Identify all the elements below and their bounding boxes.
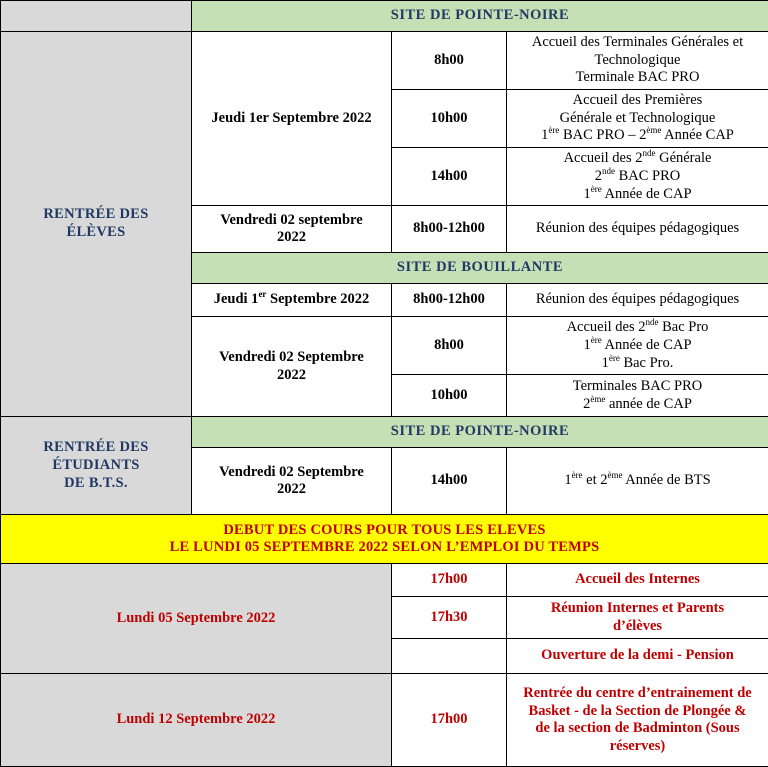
date-line: Vendredi 02 Septembre [196,464,387,482]
banner-line-2: LE LUNDI 05 SEPTEMBRE 2022 SELON L’EMPLOI DU TEMPS [5,539,764,557]
site-header-pointe-noire-bts: SITE DE POINTE-NOIRE [192,417,768,448]
date-cell-bo-1: Jeudi 1er Septembre 2022 [192,284,392,317]
activity-cell-final-4 [507,674,768,767]
activity-line: Rentrée du centre d’entrainement de [511,685,764,703]
activity-line: Accueil des Terminales Générales et [511,34,764,52]
time-cell-final-3 [392,639,507,674]
date-cell-final-1: Lundi 05 Septembre 2022 [1,564,392,674]
row-label-bts-line1: RENTRÉE DES [5,439,187,457]
row-label-bts-line3: DE B.T.S. [5,475,187,493]
activity-cell-pn-1 [507,32,768,90]
banner-line-1: DEBUT DES COURS POUR TOUS LES ELEVES [5,522,764,540]
date-line: 2022 [196,481,387,499]
activity-line: de la section de Badminton (Sous [511,720,764,738]
activity-cell-bts-1: 1ère et 2ème Année de BTS [507,448,768,515]
activity-line: Basket - de la Section de Plongée & [511,703,764,721]
row-label-bts [1,417,192,515]
activity-line: Accueil des 2nde Générale [511,150,764,168]
table-row [1,417,768,448]
time-cell-bts-1: 14h00 [392,448,507,515]
empty-corner-cell [1,1,192,32]
activity-cell-final-1: Accueil des Internes [507,564,768,597]
date-line: Vendredi 02 septembre [196,212,387,230]
date-cell-pn-4 [192,206,392,253]
date-cell-bts-1 [192,448,392,515]
site-header-bouillante: SITE DE BOUILLANTE [192,253,768,284]
activity-cell-final-2 [507,597,768,639]
activity-cell-bo-3 [507,375,768,417]
date-line: 2022 [196,229,387,247]
row-label-eleves-line1: RENTRÉE DES [5,206,187,224]
activity-line: réserves) [511,738,764,756]
time-cell-pn-1: 8h00 [392,32,507,90]
date-line: 2022 [196,367,387,385]
time-cell-pn-3: 14h00 [392,148,507,206]
time-cell-pn-2: 10h00 [392,90,507,148]
table-row [1,1,768,32]
date-line: Vendredi 02 Septembre [196,349,387,367]
table-row [1,674,768,767]
activity-line: 1ère BAC PRO – 2ème Année CAP [511,127,764,145]
date-cell-final-4: Lundi 12 Septembre 2022 [1,674,392,767]
time-cell-final-2: 17h30 [392,597,507,639]
activity-line: Générale et Technologique [511,110,764,128]
activity-line: Terminales BAC PRO [511,378,764,396]
time-cell-bo-2: 8h00 [392,317,507,375]
activity-line: 1ère Année de CAP [511,337,764,355]
activity-line: Accueil des 2nde Bac Pro [511,319,764,337]
activity-cell-final-3: Ouverture de la demi - Pension [507,639,768,674]
activity-line: 2nde BAC PRO [511,168,764,186]
activity-line: Technologique [511,52,764,70]
row-label-eleves-line2: ÉLÈVES [5,224,187,242]
course-start-banner [1,515,768,564]
activity-line: 1ère Bac Pro. [511,355,764,373]
activity-line: 2ème année de CAP [511,396,764,414]
activity-cell-pn-2 [507,90,768,148]
activity-cell-bo-1: Réunion des équipes pédagogiques [507,284,768,317]
time-cell-final-1: 17h00 [392,564,507,597]
activity-line: Accueil des Premières [511,92,764,110]
activity-line: d’élèves [511,618,764,636]
date-cell-pn-1: Jeudi 1er Septembre 2022 [192,32,392,206]
activity-line: Terminale BAC PRO [511,69,764,87]
activity-line: 1ère Année de CAP [511,186,764,204]
row-label-eleves [1,32,192,417]
activity-cell-bo-2 [507,317,768,375]
site-header-pointe-noire: SITE DE POINTE-NOIRE [192,1,768,32]
table-row [1,515,768,564]
time-cell-pn-4: 8h00-12h00 [392,206,507,253]
row-label-bts-line2: ÉTUDIANTS [5,457,187,475]
time-cell-bo-1: 8h00-12h00 [392,284,507,317]
date-cell-bo-2 [192,317,392,417]
table-row [1,564,768,597]
time-cell-final-4: 17h00 [392,674,507,767]
activity-line: Réunion Internes et Parents [511,600,764,618]
activity-cell-pn-3 [507,148,768,206]
time-cell-bo-3: 10h00 [392,375,507,417]
table-row [1,32,768,90]
activity-cell-pn-4: Réunion des équipes pédagogiques [507,206,768,253]
